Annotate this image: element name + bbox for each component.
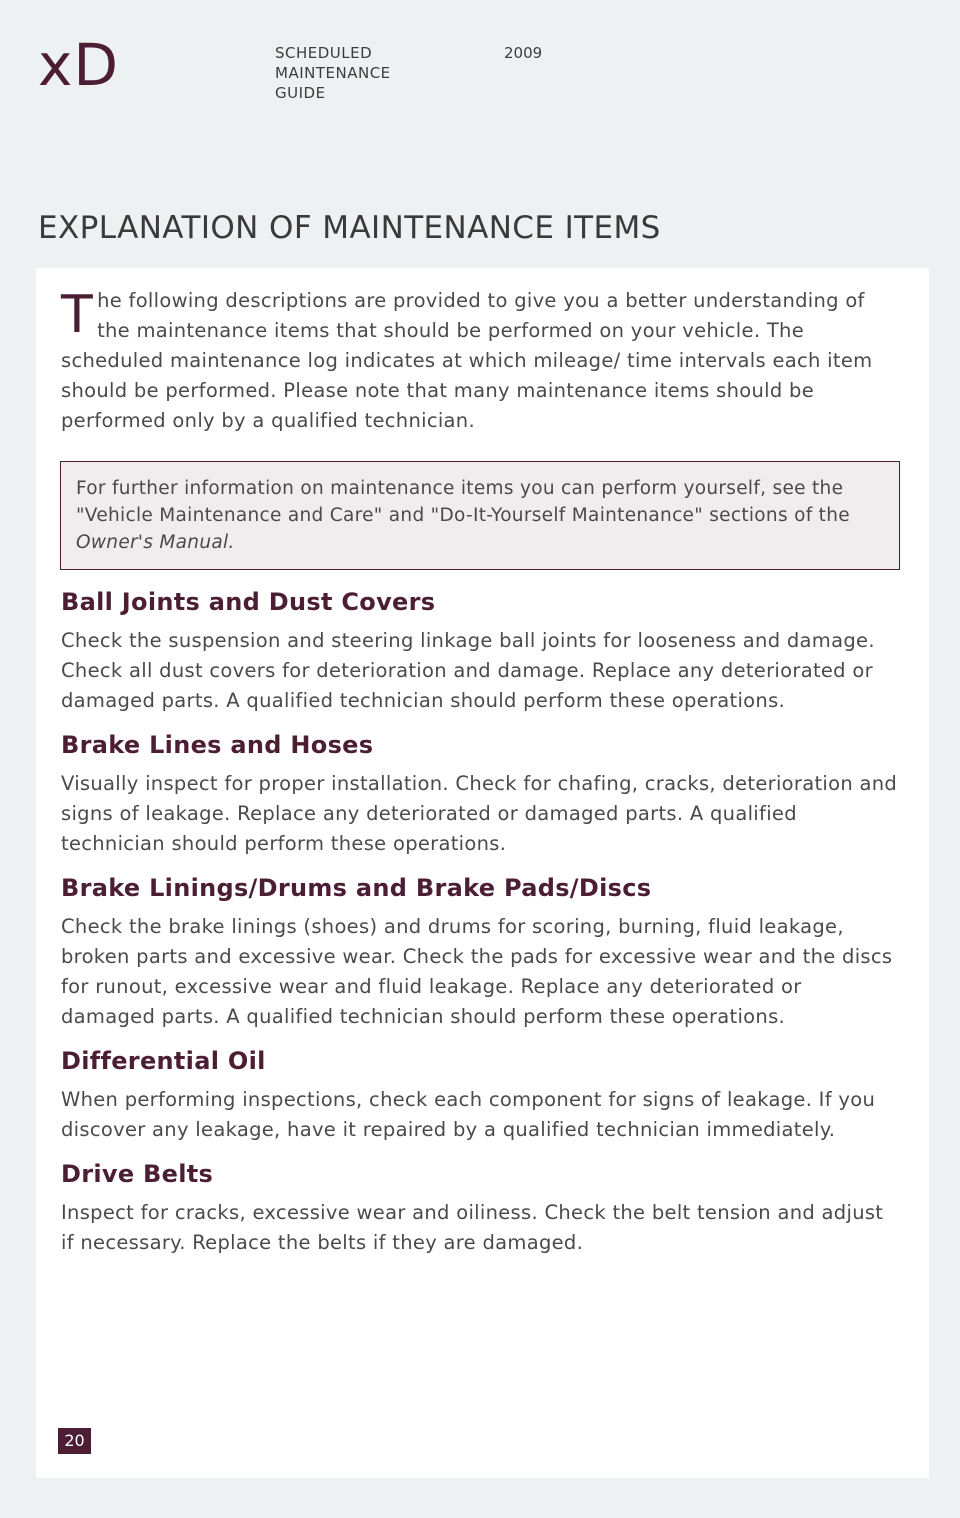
item-body: Check the brake linings (shoes) and drums for scoring, burning, fluid leakage, broken parts and excessive wear. Check the pads for excessive wear and the discs for runout, excessive wear and fluid leakage. Replace any deteriorated or damaged parts. A qualified technician should perform these operations. [61,915,893,1028]
info-note-box [60,461,900,570]
item-heading: Ball Joints and Dust Covers [61,588,436,616]
guide-title-line: MAINTENANCE [275,64,391,82]
item-heading: Differential Oil [61,1047,266,1075]
item-heading: Brake Linings/Drums and Brake Pads/Discs [61,874,652,902]
drop-cap: T [61,285,94,345]
note-emphasis: Owner's Manual. [76,532,235,553]
maintenance-item [61,1158,901,1258]
model-year: 2009 [504,44,543,62]
maintenance-items-list [61,586,901,1271]
intro-text: he following descriptions are provided to give you a better understanding of the maintenance items that should be performed on your vehicle. The scheduled maintenance log indicates at which mileage/ time intervals each item should be performed. Please note that many maintenance items should be performed only by a qualified technician. [61,289,873,432]
item-body: Inspect for cracks, excessive wear and oiliness. Check the belt tension and adjust if necessary. Replace the belts if they are damaged. [61,1201,884,1254]
item-heading: Drive Belts [61,1160,214,1188]
section-title: EXPLANATION OF MAINTENANCE ITEMS [38,210,661,246]
maintenance-item [61,586,901,716]
brand-logo: xD [38,31,119,99]
item-body: When performing inspections, check each component for signs of leakage. If you discover any leakage, have it repaired by a qualified technician immediately. [61,1088,876,1141]
maintenance-item [61,729,901,859]
content-panel [36,268,929,1478]
guide-title [275,43,391,103]
guide-title-line: GUIDE [275,84,326,102]
item-heading: Brake Lines and Hoses [61,731,374,759]
maintenance-item [61,872,901,1032]
note-text: For further information on maintenance items you can perform yourself, see the "Vehicle Maintenance and Care" and "Do-It-Yourself Maintenance" sections of the [76,478,850,526]
guide-title-line: SCHEDULED [275,44,373,62]
item-body: Visually inspect for proper installation. Check for chafing, cracks, deterioration and signs of leakage. Replace any deteriorated or damaged parts. A qualified technician should perform these operations. [61,772,898,855]
intro-paragraph [61,286,896,436]
maintenance-item [61,1045,901,1145]
item-body: Check the suspension and steering linkage ball joints for looseness and damage. Check all dust covers for deterioration and damage. Replace any deteriorated or damaged parts. A qualified technician should perform these operations. [61,629,875,712]
page-number: 20 [58,1428,91,1454]
